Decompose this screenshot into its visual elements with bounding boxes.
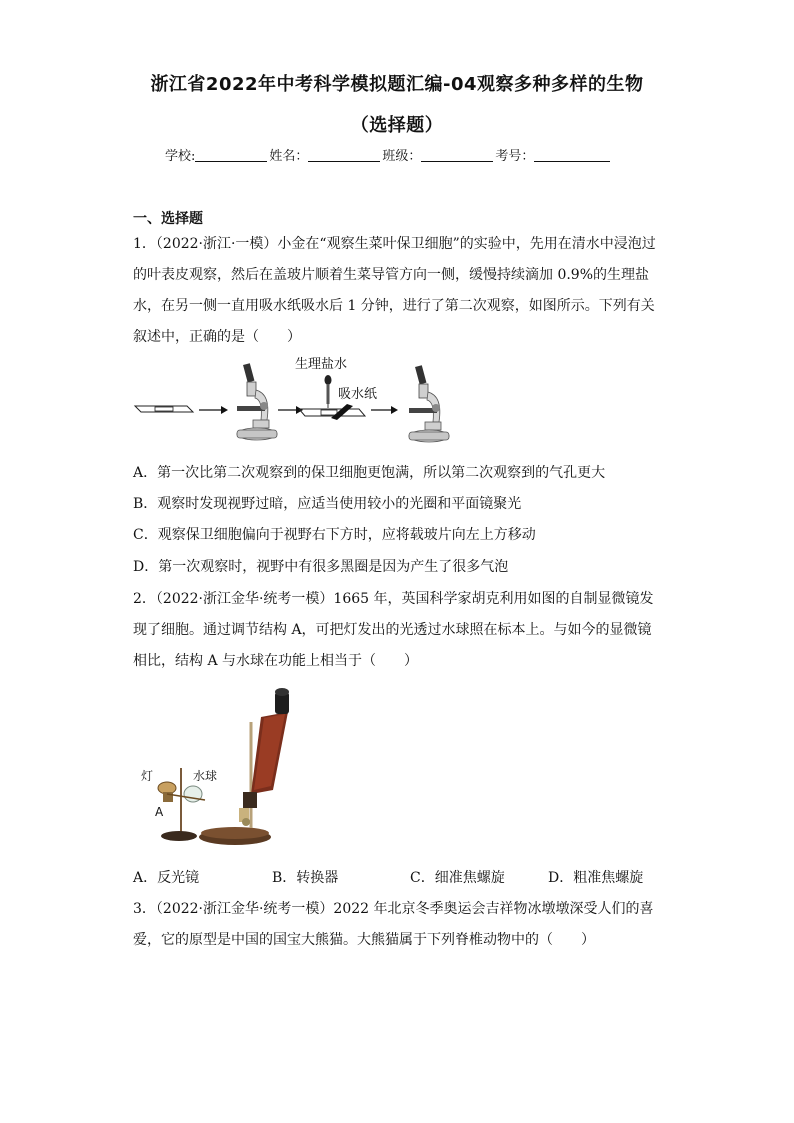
school-blank[interactable]	[195, 147, 267, 162]
question-2-option-c[interactable]: C．细准焦螺旋	[410, 870, 505, 886]
question-2-option-a[interactable]: A．反光镜	[133, 870, 200, 886]
question-2-option-b[interactable]: B．转换器	[272, 870, 339, 886]
arrow-icon	[199, 406, 228, 414]
class-label: 班级：	[382, 149, 422, 164]
exam-no-label: 考号：	[495, 149, 535, 164]
microscope-icon	[409, 365, 449, 442]
saline-label: 生理盐水	[295, 357, 348, 372]
question-2-figure	[133, 682, 313, 854]
question-1-option-c[interactable]: C．观察保卫细胞偏向于视野右下方时，应将载玻片向左上方移动	[133, 527, 536, 543]
class-blank[interactable]	[421, 147, 493, 162]
absorbent-paper-label: 吸水纸	[338, 387, 378, 402]
question-1-option-a[interactable]: A．第一次比第二次观察到的保卫细胞更饱满，所以第二次观察到的气孔更大	[133, 465, 606, 481]
microscope-icon	[237, 363, 277, 440]
student-info-line	[165, 145, 612, 164]
arrow-icon	[371, 406, 398, 414]
dropper-icon	[325, 375, 332, 408]
question-1-stem: 1．（2022·浙江·一模）小金在“观察生菜叶保卫细胞”的实验中，先用在清水中浸泡过的叶表皮观察，然后在盖玻片顺着生菜导管方向一侧，缓慢持续滴加 0.9%的生理盐水，在另一侧一直用吸水纸吸水后 1 分钟，进行了第二次观察，如图所示。下列有关叙述中，正确的是（ ）	[133, 236, 656, 345]
slide-icon	[135, 406, 193, 412]
name-blank[interactable]	[308, 147, 380, 162]
question-1-figure	[133, 352, 463, 452]
question-1-option-b[interactable]: B．观察时发现视野过暗，应适当使用较小的光圈和平面镜聚光	[133, 496, 522, 512]
page-title: 浙江省2022年中考科学模拟题汇编-04观察多种多样的生物	[150, 74, 644, 95]
school-label: 学校:	[165, 149, 196, 164]
question-1-option-d[interactable]: D．第一次观察时，视野中有很多黑圈是因为产生了很多气泡	[133, 559, 509, 575]
structure-a-label: A	[155, 805, 164, 819]
question-3-stem: 3．（2022·浙江金华·统考一模）2022 年北京冬季奥运会吉祥物冰墩墩深受人们的喜爱，它的原型是中国的国宝大熊猫。大熊猫属于下列脊椎动物中的（ ）	[133, 901, 654, 948]
lamp-label: 灯	[141, 769, 154, 783]
name-label: 姓名：	[269, 149, 309, 164]
water-ball-label: 水球	[193, 769, 218, 783]
exam-no-blank[interactable]	[534, 147, 610, 162]
question-2-stem: 2．（2022·浙江金华·统考一模）1665 年，英国科学家胡克利用如图的自制显微镜发现了细胞。通过调节结构 A，可把灯发出的光透过水球照在标本上。与如今的显微镜相比，结构 A 与水球在功能上相当于（ ）	[133, 591, 654, 669]
hooke-microscope-icon	[199, 688, 289, 845]
section-title: 一、选择题	[133, 211, 203, 227]
question-2-option-d[interactable]: D．粗准焦螺旋	[548, 870, 644, 886]
page-subtitle: （选择题）	[350, 115, 444, 136]
slide-with-paper-icon	[299, 404, 365, 420]
